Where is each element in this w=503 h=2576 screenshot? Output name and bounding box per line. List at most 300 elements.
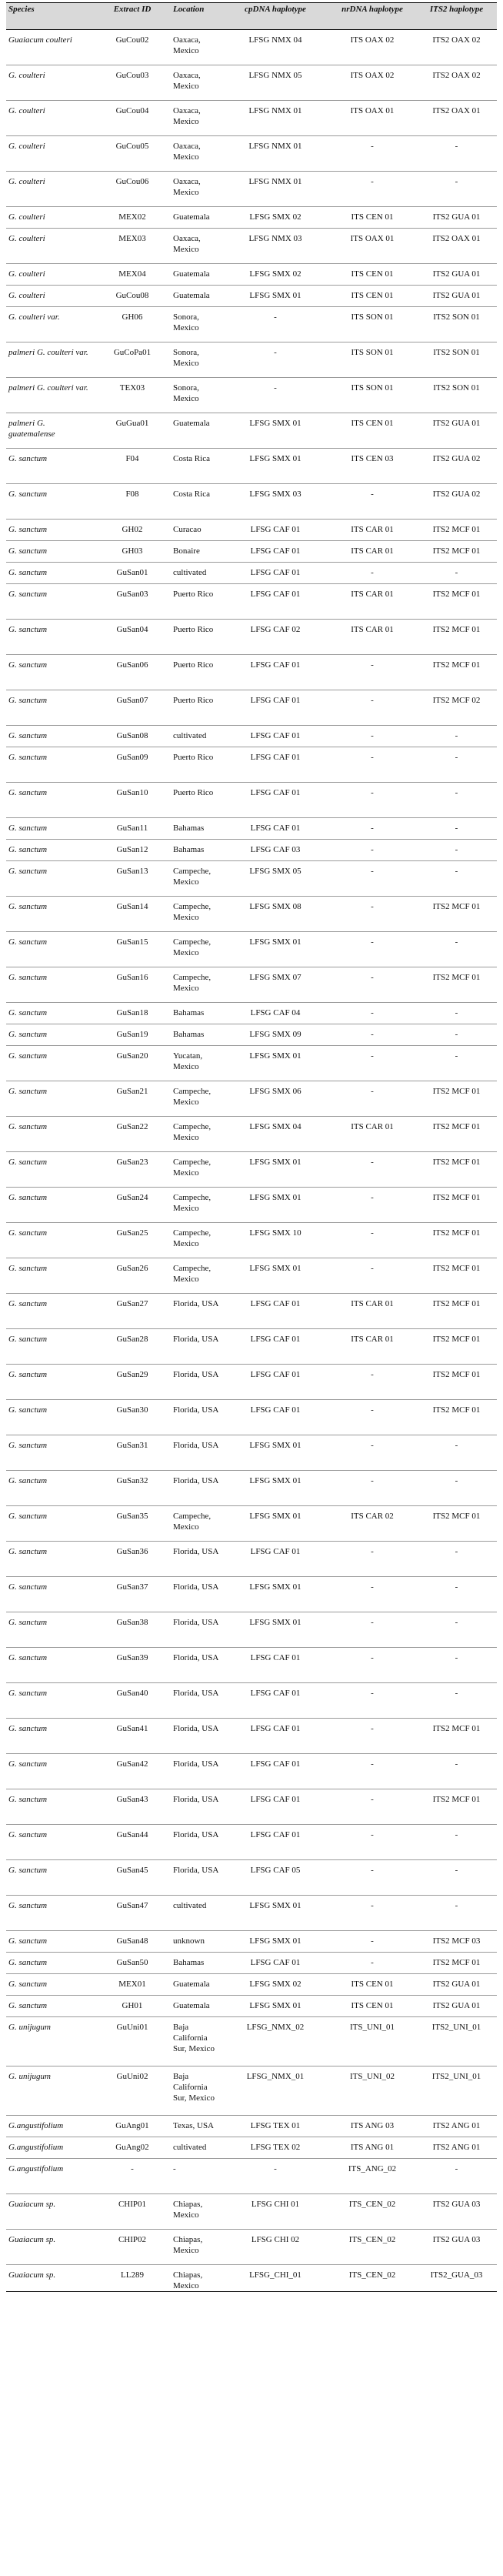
table-row <box>6 584 497 620</box>
cell-extract-id: MEX02 <box>94 207 171 229</box>
cell-cpdna-haplotype: LFSG CAF 01 <box>222 1400 328 1435</box>
cell-location: Texas, USA <box>171 2116 222 2137</box>
table-row <box>6 2194 497 2230</box>
cell-nrdna-haplotype: ITS CEN 01 <box>328 1996 416 2017</box>
cell-its2-haplotype: ITS2 SON 01 <box>416 378 497 413</box>
cell-cpdna-haplotype: LFSG CAF 01 <box>222 541 328 563</box>
cell-species: G. sanctum <box>6 1612 94 1648</box>
cell-location: Guatemala <box>171 286 222 307</box>
table-row <box>6 840 497 861</box>
table-row <box>6 484 497 520</box>
cell-its2-haplotype: ITS2 OAX 02 <box>416 65 497 101</box>
cell-extract-id: F08 <box>94 484 171 520</box>
table-row <box>6 413 497 449</box>
cell-cpdna-haplotype: LFSG SMX 08 <box>222 897 328 932</box>
cell-species: G. coulteri <box>6 286 94 307</box>
table-row <box>6 342 497 378</box>
cell-location: Baja California Sur, Mexico <box>171 2066 222 2116</box>
cell-its2-haplotype: ITS2 MCF 01 <box>416 1152 497 1188</box>
cell-species: G. sanctum <box>6 1860 94 1896</box>
cell-species: G. sanctum <box>6 563 94 584</box>
cell-species: G.angustifolium <box>6 2159 94 2194</box>
cell-nrdna-haplotype: - <box>328 1003 416 1024</box>
table-row <box>6 449 497 484</box>
cell-species: G. sanctum <box>6 520 94 541</box>
cell-extract-id: CHIP02 <box>94 2230 171 2265</box>
cell-extract-id: GuSan20 <box>94 1046 171 1081</box>
cell-nrdna-haplotype: - <box>328 1825 416 1860</box>
cell-its2-haplotype: ITS2 MCF 01 <box>416 584 497 620</box>
cell-extract-id: GuAng02 <box>94 2137 171 2159</box>
cell-extract-id: GH03 <box>94 541 171 563</box>
cell-extract-id: GuCou05 <box>94 136 171 172</box>
cell-nrdna-haplotype: ITS OAX 02 <box>328 65 416 101</box>
cell-location: Campeche, Mexico <box>171 967 222 1003</box>
cell-location: Campeche, Mexico <box>171 1117 222 1152</box>
cell-cpdna-haplotype: LFSG SMX 02 <box>222 207 328 229</box>
cell-nrdna-haplotype: - <box>328 1258 416 1294</box>
cell-nrdna-haplotype: - <box>328 1152 416 1188</box>
cell-location: Florida, USA <box>171 1683 222 1719</box>
cell-nrdna-haplotype: - <box>328 690 416 726</box>
cell-nrdna-haplotype: ITS CAR 01 <box>328 584 416 620</box>
cell-species: G. sanctum <box>6 1188 94 1223</box>
cell-location: Oaxaca, Mexico <box>171 172 222 207</box>
cell-extract-id: GuSan30 <box>94 1400 171 1435</box>
cell-cpdna-haplotype: LFSG SMX 07 <box>222 967 328 1003</box>
cell-location: Florida, USA <box>171 1365 222 1400</box>
cell-species: palmeri G. coulteri var. <box>6 378 94 413</box>
cell-cpdna-haplotype: LFSG CAF 01 <box>222 783 328 818</box>
cell-location: Florida, USA <box>171 1400 222 1435</box>
cell-cpdna-haplotype: LFSG CAF 01 <box>222 655 328 690</box>
cell-extract-id: GuCou03 <box>94 65 171 101</box>
cell-nrdna-haplotype: ITS CEN 03 <box>328 449 416 484</box>
cell-location: Puerto Rico <box>171 620 222 655</box>
cell-cpdna-haplotype: LFSG CAF 01 <box>222 1648 328 1683</box>
table-row <box>6 1789 497 1825</box>
header-its2-haplotype: ITS2 haplotype <box>416 3 497 30</box>
cell-extract-id: GuSan04 <box>94 620 171 655</box>
table-row <box>6 1188 497 1223</box>
haplotype-table-container <box>6 2 497 2292</box>
cell-extract-id: GuSan01 <box>94 563 171 584</box>
header-species: Species <box>6 3 94 30</box>
table-row <box>6 1024 497 1046</box>
cell-its2-haplotype: ITS2 GUA 03 <box>416 2230 497 2265</box>
table-row <box>6 378 497 413</box>
table-body <box>6 30 497 2292</box>
cell-species: G. sanctum <box>6 932 94 967</box>
cell-nrdna-haplotype: - <box>328 563 416 584</box>
cell-cpdna-haplotype: LFSG SMX 01 <box>222 286 328 307</box>
cell-extract-id: GuSan18 <box>94 1003 171 1024</box>
cell-nrdna-haplotype: - <box>328 840 416 861</box>
cell-its2-haplotype: - <box>416 932 497 967</box>
cell-location: Campeche, Mexico <box>171 897 222 932</box>
table-row <box>6 229 497 264</box>
table-row <box>6 2230 497 2265</box>
cell-its2-haplotype: - <box>416 1003 497 1024</box>
cell-extract-id: LL289 <box>94 2265 171 2292</box>
cell-nrdna-haplotype: ITS CAR 02 <box>328 1506 416 1542</box>
cell-location: Campeche, Mexico <box>171 1081 222 1117</box>
cell-location: Curacao <box>171 520 222 541</box>
cell-location: Campeche, Mexico <box>171 932 222 967</box>
table-row <box>6 1081 497 1117</box>
table-row <box>6 2137 497 2159</box>
cell-species: G. unijugum <box>6 2066 94 2116</box>
cell-species: G. sanctum <box>6 584 94 620</box>
cell-cpdna-haplotype: LFSG CAF 01 <box>222 520 328 541</box>
cell-its2-haplotype: ITS2 ANG 01 <box>416 2137 497 2159</box>
cell-nrdna-haplotype: - <box>328 1435 416 1471</box>
cell-cpdna-haplotype: LFSG SMX 01 <box>222 1435 328 1471</box>
cell-species: G. sanctum <box>6 655 94 690</box>
table-row <box>6 2017 497 2066</box>
cell-its2-haplotype: ITS2_GUA_03 <box>416 2265 497 2292</box>
cell-location: Florida, USA <box>171 1754 222 1789</box>
cell-its2-haplotype: - <box>416 747 497 783</box>
cell-nrdna-haplotype: - <box>328 1612 416 1648</box>
cell-cpdna-haplotype: - <box>222 2159 328 2194</box>
cell-extract-id: GuSan27 <box>94 1294 171 1329</box>
table-row <box>6 2116 497 2137</box>
cell-nrdna-haplotype: ITS CAR 01 <box>328 1294 416 1329</box>
cell-species: G. coulteri <box>6 101 94 136</box>
header-row <box>6 3 497 30</box>
cell-cpdna-haplotype: LFSG TEX 02 <box>222 2137 328 2159</box>
cell-cpdna-haplotype: LFSG CAF 01 <box>222 1754 328 1789</box>
cell-its2-haplotype: ITS2 MCF 01 <box>416 1258 497 1294</box>
cell-location: Costa Rica <box>171 484 222 520</box>
cell-species: G. sanctum <box>6 1046 94 1081</box>
cell-cpdna-haplotype: - <box>222 307 328 342</box>
cell-cpdna-haplotype: LFSG CAF 01 <box>222 1294 328 1329</box>
cell-species: G. sanctum <box>6 1974 94 1996</box>
cell-species: G. unijugum <box>6 2017 94 2066</box>
cell-extract-id: GuCou04 <box>94 101 171 136</box>
cell-nrdna-haplotype: ITS ANG 01 <box>328 2137 416 2159</box>
cell-its2-haplotype: - <box>416 726 497 747</box>
cell-its2-haplotype: ITS2 MCF 01 <box>416 1789 497 1825</box>
cell-species: Guaiacum sp. <box>6 2194 94 2230</box>
cell-extract-id: GuCou06 <box>94 172 171 207</box>
table-row <box>6 1223 497 1258</box>
cell-species: G. coulteri <box>6 229 94 264</box>
table-row <box>6 1435 497 1471</box>
cell-cpdna-haplotype: LFSG CAF 01 <box>222 1542 328 1577</box>
cell-its2-haplotype: ITS2 GUA 02 <box>416 449 497 484</box>
table-row <box>6 1683 497 1719</box>
cell-species: G. sanctum <box>6 690 94 726</box>
cell-nrdna-haplotype: ITS CEN 01 <box>328 286 416 307</box>
cell-cpdna-haplotype: LFSG CAF 02 <box>222 620 328 655</box>
cell-species: G. sanctum <box>6 1542 94 1577</box>
cell-nrdna-haplotype: - <box>328 1719 416 1754</box>
cell-location: Oaxaca, Mexico <box>171 136 222 172</box>
cell-nrdna-haplotype: ITS CAR 01 <box>328 520 416 541</box>
cell-species: G. sanctum <box>6 1117 94 1152</box>
cell-cpdna-haplotype: LFSG SMX 01 <box>222 1258 328 1294</box>
cell-species: G. coulteri <box>6 264 94 286</box>
cell-its2-haplotype: ITS2 MCF 01 <box>416 1223 497 1258</box>
cell-cpdna-haplotype: LFSG SMX 01 <box>222 1577 328 1612</box>
cell-nrdna-haplotype: - <box>328 1081 416 1117</box>
cell-species: Guaiacum sp. <box>6 2265 94 2292</box>
cell-extract-id: GuSan25 <box>94 1223 171 1258</box>
table-row <box>6 747 497 783</box>
cell-location: Florida, USA <box>171 1825 222 1860</box>
cell-nrdna-haplotype: - <box>328 1542 416 1577</box>
table-row <box>6 655 497 690</box>
cell-its2-haplotype: ITS2 MCF 01 <box>416 897 497 932</box>
cell-extract-id: GuSan22 <box>94 1117 171 1152</box>
cell-nrdna-haplotype: - <box>328 1223 416 1258</box>
cell-nrdna-haplotype: - <box>328 1400 416 1435</box>
cell-nrdna-haplotype: ITS_ANG_02 <box>328 2159 416 2194</box>
cell-its2-haplotype: - <box>416 1648 497 1683</box>
cell-cpdna-haplotype: LFSG CAF 01 <box>222 584 328 620</box>
cell-cpdna-haplotype: LFSG SMX 02 <box>222 264 328 286</box>
table-row <box>6 1506 497 1542</box>
table-row <box>6 1046 497 1081</box>
cell-extract-id: GuSan11 <box>94 818 171 840</box>
table-row <box>6 1258 497 1294</box>
cell-location: cultivated <box>171 726 222 747</box>
cell-location: Campeche, Mexico <box>171 1188 222 1223</box>
table-row <box>6 1825 497 1860</box>
table-row <box>6 2159 497 2194</box>
cell-nrdna-haplotype: ITS_CEN_02 <box>328 2265 416 2292</box>
cell-extract-id: GuSan50 <box>94 1953 171 1974</box>
table-row <box>6 620 497 655</box>
cell-its2-haplotype: ITS2 OAX 02 <box>416 30 497 65</box>
cell-cpdna-haplotype: LFSG SMX 01 <box>222 1896 328 1931</box>
table-row <box>6 264 497 286</box>
table-row <box>6 1996 497 2017</box>
cell-cpdna-haplotype: LFSG SMX 01 <box>222 413 328 449</box>
cell-nrdna-haplotype: ITS CAR 01 <box>328 620 416 655</box>
cell-extract-id: GuSan08 <box>94 726 171 747</box>
cell-location: Sonora, Mexico <box>171 342 222 378</box>
cell-its2-haplotype: ITS2 MCF 01 <box>416 620 497 655</box>
cell-location: Campeche, Mexico <box>171 1223 222 1258</box>
cell-species: G. coulteri <box>6 65 94 101</box>
cell-species: G. sanctum <box>6 1003 94 1024</box>
cell-extract-id: GuAng01 <box>94 2116 171 2137</box>
cell-extract-id: MEX04 <box>94 264 171 286</box>
header-location: Location <box>171 3 222 30</box>
cell-extract-id: CHIP01 <box>94 2194 171 2230</box>
cell-nrdna-haplotype: - <box>328 1931 416 1953</box>
cell-nrdna-haplotype: ITS CAR 01 <box>328 541 416 563</box>
cell-extract-id: GuSan44 <box>94 1825 171 1860</box>
table-row <box>6 1896 497 1931</box>
cell-its2-haplotype: ITS2 GUA 01 <box>416 1996 497 2017</box>
cell-location: Guatemala <box>171 264 222 286</box>
table-row <box>6 1294 497 1329</box>
cell-location: Sonora, Mexico <box>171 378 222 413</box>
cell-its2-haplotype: ITS2 GUA 01 <box>416 413 497 449</box>
cell-species: G.angustifolium <box>6 2116 94 2137</box>
cell-cpdna-haplotype: LFSG SMX 05 <box>222 861 328 897</box>
cell-extract-id: GuSan47 <box>94 1896 171 1931</box>
cell-cpdna-haplotype: LFSG NMX 03 <box>222 229 328 264</box>
cell-extract-id: GuSan16 <box>94 967 171 1003</box>
cell-extract-id: GuSan31 <box>94 1435 171 1471</box>
cell-cpdna-haplotype: LFSG CAF 04 <box>222 1003 328 1024</box>
cell-cpdna-haplotype: LFSG SMX 01 <box>222 1188 328 1223</box>
cell-cpdna-haplotype: LFSG SMX 01 <box>222 1152 328 1188</box>
table-row <box>6 1577 497 1612</box>
table-row <box>6 1612 497 1648</box>
cell-location: Campeche, Mexico <box>171 1506 222 1542</box>
cell-location: cultivated <box>171 563 222 584</box>
cell-its2-haplotype: - <box>416 840 497 861</box>
cell-extract-id: GuSan37 <box>94 1577 171 1612</box>
header-nrdna-haplotype: nrDNA haplotype <box>328 3 416 30</box>
cell-location: Florida, USA <box>171 1329 222 1365</box>
table-row <box>6 207 497 229</box>
cell-species: G. sanctum <box>6 1577 94 1612</box>
cell-location: Florida, USA <box>171 1435 222 1471</box>
cell-species: G. sanctum <box>6 1754 94 1789</box>
cell-extract-id: GuSan06 <box>94 655 171 690</box>
cell-location: Puerto Rico <box>171 655 222 690</box>
cell-its2-haplotype: - <box>416 1860 497 1896</box>
cell-cpdna-haplotype: LFSG SMX 02 <box>222 1974 328 1996</box>
cell-nrdna-haplotype: - <box>328 1896 416 1931</box>
cell-cpdna-haplotype: LFSG SMX 09 <box>222 1024 328 1046</box>
cell-species: G. sanctum <box>6 1719 94 1754</box>
table-row <box>6 2265 497 2292</box>
cell-location: Bahamas <box>171 840 222 861</box>
cell-cpdna-haplotype: LFSG TEX 01 <box>222 2116 328 2137</box>
cell-location: Guatemala <box>171 1996 222 2017</box>
cell-location: Florida, USA <box>171 1294 222 1329</box>
cell-its2-haplotype: ITS2 MCF 01 <box>416 1081 497 1117</box>
cell-location: Costa Rica <box>171 449 222 484</box>
cell-nrdna-haplotype: ITS CEN 01 <box>328 264 416 286</box>
cell-species: G.angustifolium <box>6 2137 94 2159</box>
cell-species: G. sanctum <box>6 1953 94 1974</box>
cell-nrdna-haplotype: - <box>328 1024 416 1046</box>
cell-nrdna-haplotype: ITS OAX 01 <box>328 229 416 264</box>
table-row <box>6 1953 497 1974</box>
cell-nrdna-haplotype: ITS CAR 01 <box>328 1329 416 1365</box>
table-row <box>6 1365 497 1400</box>
table-row <box>6 1117 497 1152</box>
cell-location: Oaxaca, Mexico <box>171 101 222 136</box>
cell-its2-haplotype: - <box>416 1612 497 1648</box>
cell-nrdna-haplotype: ITS_UNI_01 <box>328 2017 416 2066</box>
cell-its2-haplotype: ITS2 MCF 01 <box>416 1365 497 1400</box>
cell-its2-haplotype: - <box>416 1754 497 1789</box>
cell-location: Bahamas <box>171 1003 222 1024</box>
cell-species: G. sanctum <box>6 818 94 840</box>
cell-its2-haplotype: - <box>416 1542 497 1577</box>
cell-cpdna-haplotype: LFSG CAF 01 <box>222 726 328 747</box>
cell-species: G. sanctum <box>6 1506 94 1542</box>
cell-extract-id: GuSan40 <box>94 1683 171 1719</box>
cell-species: G. sanctum <box>6 1400 94 1435</box>
cell-its2-haplotype: ITS2 OAX 01 <box>416 229 497 264</box>
table-row <box>6 932 497 967</box>
cell-extract-id: GuSan13 <box>94 861 171 897</box>
cell-cpdna-haplotype: LFSG CAF 01 <box>222 1719 328 1754</box>
cell-species: G. sanctum <box>6 1024 94 1046</box>
table-row <box>6 1542 497 1577</box>
cell-location: Florida, USA <box>171 1612 222 1648</box>
cell-cpdna-haplotype: LFSG CHI 02 <box>222 2230 328 2265</box>
cell-location: Bahamas <box>171 1024 222 1046</box>
cell-cpdna-haplotype: LFSG CAF 01 <box>222 1683 328 1719</box>
cell-extract-id: GuSan03 <box>94 584 171 620</box>
cell-its2-haplotype: - <box>416 1825 497 1860</box>
table-row <box>6 861 497 897</box>
cell-species: G. sanctum <box>6 1996 94 2017</box>
cell-location: Florida, USA <box>171 1719 222 1754</box>
cell-location: Florida, USA <box>171 1648 222 1683</box>
table-row <box>6 1974 497 1996</box>
cell-cpdna-haplotype: LFSG SMX 01 <box>222 1612 328 1648</box>
haplotype-table <box>6 2 497 2292</box>
cell-species: G. coulteri <box>6 136 94 172</box>
cell-location: Chiapas, Mexico <box>171 2265 222 2292</box>
table-row <box>6 172 497 207</box>
cell-species: G. sanctum <box>6 861 94 897</box>
cell-nrdna-haplotype: - <box>328 1754 416 1789</box>
cell-its2-haplotype: ITS2 SON 01 <box>416 342 497 378</box>
cell-nrdna-haplotype: - <box>328 818 416 840</box>
cell-extract-id: GuSan21 <box>94 1081 171 1117</box>
cell-location: Bahamas <box>171 1953 222 1974</box>
table-row <box>6 563 497 584</box>
table-row <box>6 65 497 101</box>
cell-nrdna-haplotype: ITS_UNI_02 <box>328 2066 416 2116</box>
cell-nrdna-haplotype: ITS SON 01 <box>328 307 416 342</box>
table-row <box>6 1648 497 1683</box>
cell-species: G. sanctum <box>6 541 94 563</box>
cell-its2-haplotype: - <box>416 1577 497 1612</box>
cell-cpdna-haplotype: LFSG SMX 10 <box>222 1223 328 1258</box>
cell-species: G. sanctum <box>6 1648 94 1683</box>
cell-nrdna-haplotype: - <box>328 1365 416 1400</box>
cell-nrdna-haplotype: ITS ANG 03 <box>328 2116 416 2137</box>
cell-species: G. sanctum <box>6 783 94 818</box>
cell-cpdna-haplotype: LFSG NMX 05 <box>222 65 328 101</box>
table-row <box>6 136 497 172</box>
cell-extract-id: GuSan07 <box>94 690 171 726</box>
cell-cpdna-haplotype: LFSG CAF 01 <box>222 747 328 783</box>
cell-cpdna-haplotype: - <box>222 342 328 378</box>
cell-species: G. sanctum <box>6 1329 94 1365</box>
table-row <box>6 101 497 136</box>
cell-species: G. sanctum <box>6 1825 94 1860</box>
cell-cpdna-haplotype: LFSG SMX 03 <box>222 484 328 520</box>
cell-location: Chiapas, Mexico <box>171 2230 222 2265</box>
cell-location: Puerto Rico <box>171 690 222 726</box>
cell-cpdna-haplotype: LFSG CAF 01 <box>222 1953 328 1974</box>
cell-its2-haplotype: - <box>416 172 497 207</box>
cell-location: Puerto Rico <box>171 747 222 783</box>
table-row <box>6 1931 497 1953</box>
cell-species: G. coulteri var. <box>6 307 94 342</box>
cell-extract-id: GuSan15 <box>94 932 171 967</box>
cell-cpdna-haplotype: LFSG SMX 01 <box>222 1996 328 2017</box>
cell-species: G. sanctum <box>6 1896 94 1931</box>
